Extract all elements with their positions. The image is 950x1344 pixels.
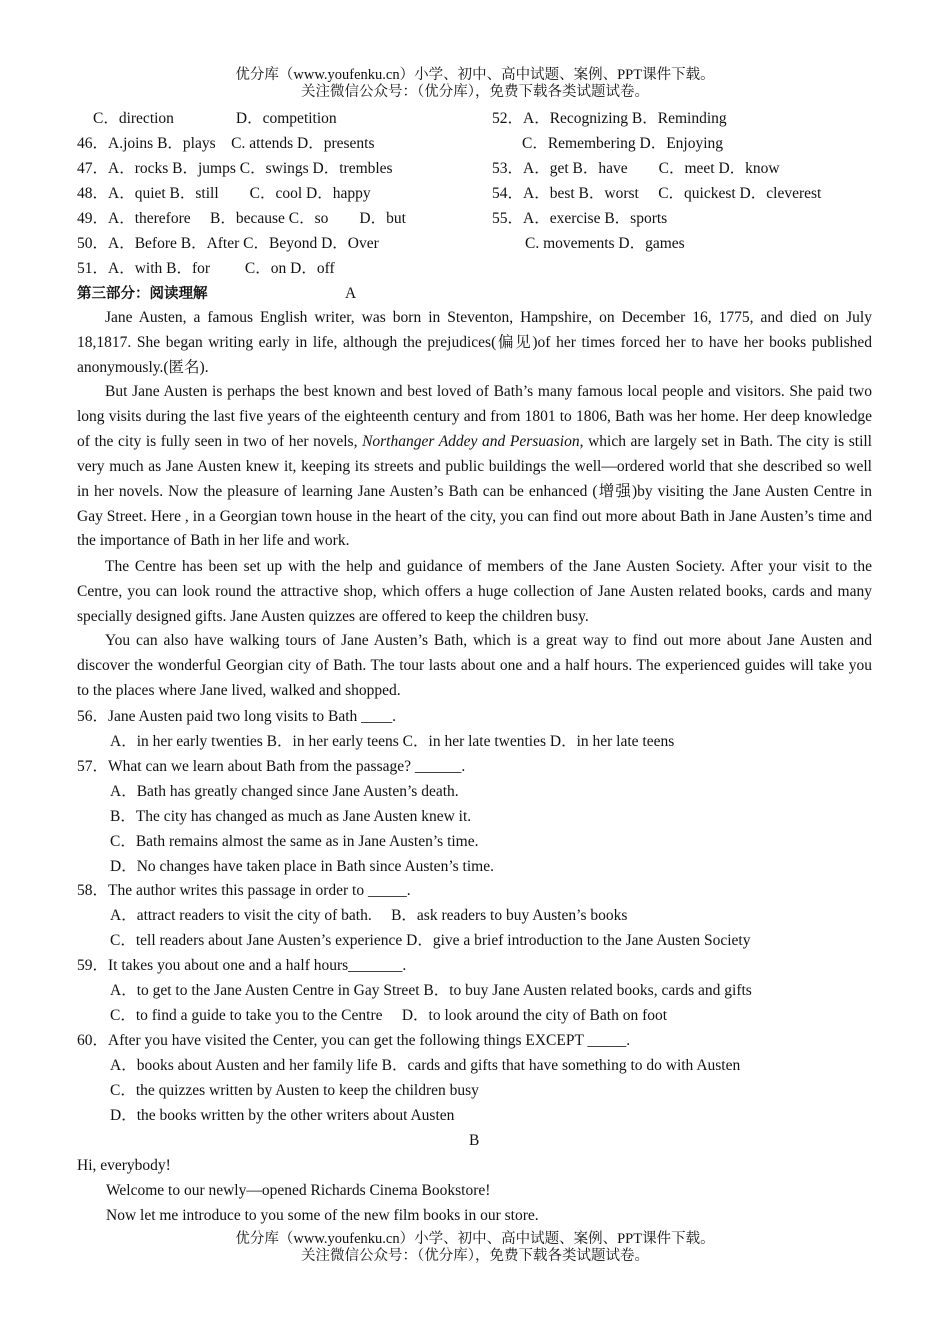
question-59-options-ab: A．to get to the Jane Austen Centre in Gay Street B．to buy Jane Austen related books, cards and gifts: [110, 982, 752, 999]
cloze-question-52: 52．A．Recognizing B．Reminding: [492, 110, 727, 127]
cloze-question-53: 53．A．get B．have C．meet D．know: [492, 160, 780, 177]
question-59-options-cd: C．to find a guide to take you to the Centre D．to look around the city of Bath on foot: [110, 1007, 668, 1024]
passage-b-line-2: Now let me introduce to you some of the new film books in our store.: [106, 1207, 539, 1224]
question-57-option-b: B．The city has changed as much as Jane Austen knew it.: [110, 808, 472, 825]
question-57-option-a: A．Bath has greatly changed since Jane Austen’s death.: [110, 783, 459, 800]
cloze-question-48: 48．A．quiet B．still C．cool D．happy: [77, 185, 371, 202]
cloze-question-47: 47．A．rocks B．jumps C．swings D．trembles: [77, 160, 393, 177]
question-60-option-d: D．the books written by the other writers about Austen: [110, 1107, 455, 1124]
question-57-stem: 57．What can we learn about Bath from the passage? ______.: [77, 758, 466, 775]
cloze-question-46: 46．A.joins B．plays C. attends D．presents: [77, 135, 375, 152]
question-56-options: A．in her early twenties B．in her early teens C．in her late twenties D．in her late teens: [110, 733, 675, 750]
question-58-options-cd: C．tell readers about Jane Austen’s experience D．give a brief introduction to the Jane Austen Society: [110, 932, 751, 949]
cloze-question-52-cd: C．Remembering D．Enjoying: [522, 135, 724, 152]
question-57-option-d: D．No changes have taken place in Bath since Austen’s time.: [110, 858, 494, 875]
question-58-options-ab: A．attract readers to visit the city of bath. B．ask readers to buy Austen’s books: [110, 907, 628, 924]
header-line-2: 关注微信公众号：（优分库），免费下载各类试题试卷。: [301, 84, 649, 100]
question-60-options-ab: A．books about Austen and her family life B．cards and gifts that have something to do with Austen: [110, 1057, 741, 1074]
paragraph-2-text-b: , which are largely set in Bath. The city is still very much as Jane Austen knew it, keeping its streets and public buildings the well—ordered world that she described so well in her novels. Now the pleasure of learning Jane Austen’s Bath can be enhanced (增强)by visiting the Jane Austen Centre in Gay Street. Here , in a Georgian town house in the heart of the city, you can find out more about Bath in Jane Austen’s time and the importance of Bath in her life and work.: [77, 432, 872, 550]
passage-a-paragraph-1: Jane Austen, a famous English writer, was born in Steventon, Hampshire, on December 16, 1775, and died on July 18,1817. She began writing early in life, although the prejudices(偏见)of her times forced her to have her books published anonymously.(匿名).: [77, 309, 872, 376]
footer-line-2: 关注微信公众号：（优分库），免费下载各类试题试卷。: [301, 1248, 649, 1264]
passage-a-paragraph-3: The Centre has been set up with the help and guidance of members of the Jane Austen Society. After your visit to the Centre, you can look round the attractive shop, which offers a huge collection of Jane Austen related books, cards and many specially designed gifts. Jane Austen quizzes are offered to keep the children busy.: [77, 558, 872, 625]
passage-a-paragraph-2: [77, 380, 872, 554]
passage-b-label: B: [469, 1132, 480, 1149]
passage-b-line-1: Welcome to our newly—opened Richards Cinema Bookstore!: [106, 1182, 491, 1199]
question-57-option-c: C．Bath remains almost the same as in Jane Austen’s time.: [110, 833, 479, 850]
paragraph-2-text-a: But Jane Austen is perhaps the best known and best loved of Bath’s many famous local people and visitors. She paid two long visits during the last five years of the eighteenth century and from 1801 to 1806, Bath was her home. Her deep knowledge of the city is fully seen in two of her novels,: [77, 383, 872, 450]
cloze-question-49: 49．A．therefore B．because C．so D．but: [77, 210, 406, 227]
section-title: 第三部分：阅读理解: [77, 286, 208, 302]
question-59-stem: 59．It takes you about one and a half hours_______.: [77, 957, 407, 974]
cloze-question-50: 50．A．Before B．After C．Beyond D．Over: [77, 235, 379, 252]
cloze-question-55: 55．A．exercise B．sports: [492, 210, 668, 227]
passage-a-paragraph-4: You can also have walking tours of Jane Austen’s Bath, which is a great way to find out more about Jane Austen and discover the wonderful Georgian city of Bath. The tour lasts about one and a half hours. The experienced guides will take you to the places where Jane lived, walked and shopped.: [77, 632, 872, 699]
footer-line-1: 优分库（www.youfenku.cn）小学、初中、高中试题、案例、PPT课件下载。: [235, 1231, 715, 1247]
cloze-question-55-cd: C. movements D．games: [525, 235, 685, 252]
passage-a-label: A: [345, 285, 357, 302]
cloze-question-51: 51．A．with B．for C．on D．off: [77, 260, 335, 277]
page-footer: [0, 1231, 950, 1265]
cloze-option-45cd: C．direction D．competition: [93, 110, 337, 127]
cloze-question-54: 54．A．best B．worst C．quickest D．cleverest: [492, 185, 822, 202]
novel-titles: Northanger Addey and Persuasion: [362, 432, 580, 450]
question-60-stem: 60．After you have visited the Center, you can get the following things EXCEPT _____.: [77, 1032, 631, 1049]
header-line-1: 优分库（www.youfenku.cn）小学、初中、高中试题、案例、PPT课件下载。: [235, 67, 715, 83]
passage-b-greeting: Hi, everybody!: [77, 1157, 171, 1174]
question-60-option-c: C．the quizzes written by Austen to keep the children busy: [110, 1082, 479, 1099]
page-header: [0, 67, 950, 101]
question-58-stem: 58．The author writes this passage in order to _____.: [77, 882, 411, 899]
question-56-stem: 56．Jane Austen paid two long visits to Bath ____.: [77, 708, 397, 725]
